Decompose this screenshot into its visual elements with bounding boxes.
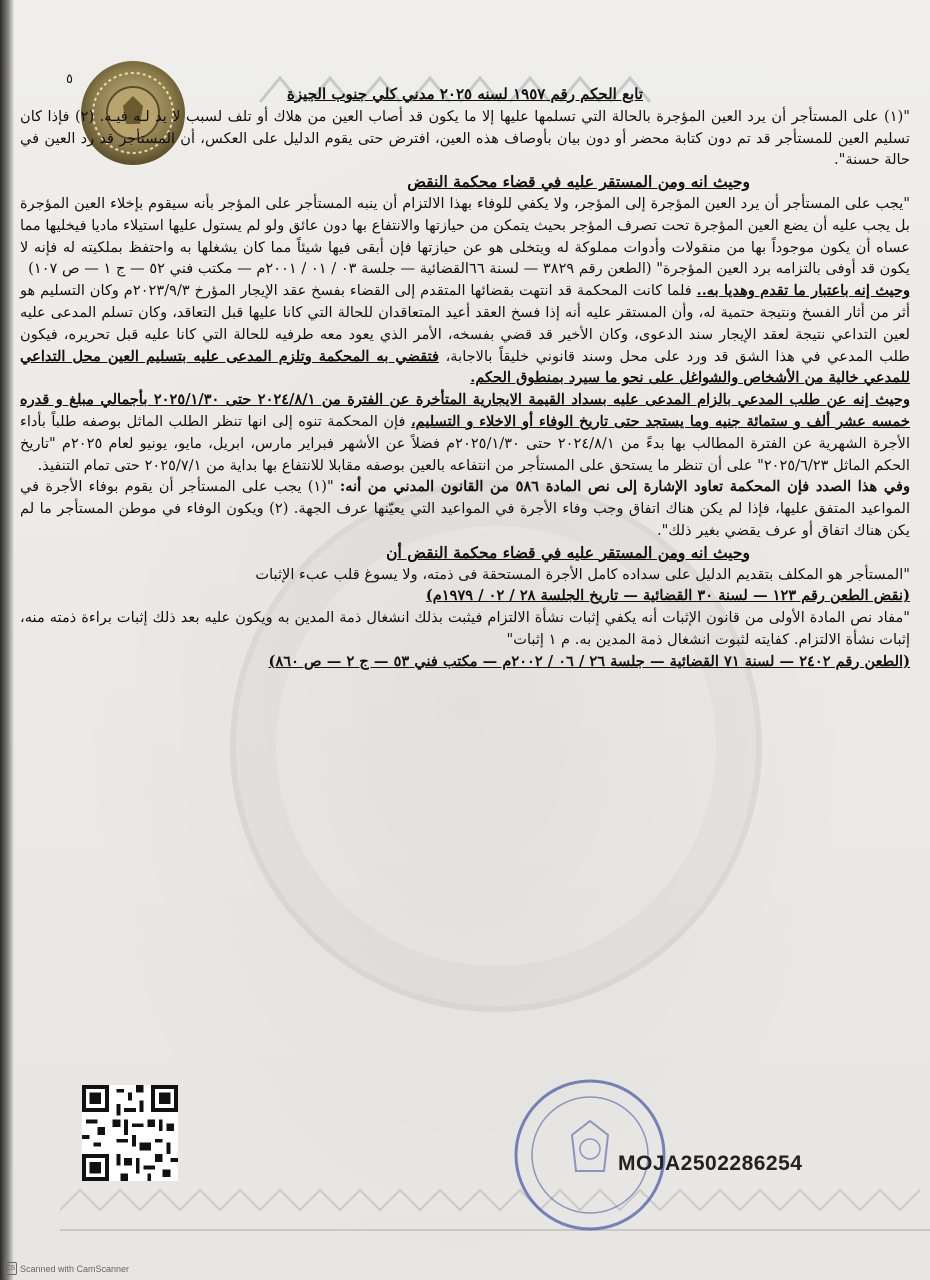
paragraph-lead: وحيث إنه عن طلب المدعي بالزام المدعى عليه بسداد القيمة الايجارية المتأخرة عن الفترة من ٢٠٢٤/٨/١ حتى ٢٠٢٥/١/٣٠ بأجمالي مبلغ و قدره خمسه عشر ألف و ستمائة جنيه وما يستجد حتى تاريخ الوفاء أو الاخلاء و التسليم، [20, 391, 911, 430]
paragraph: "يجب على المستأجر أن يرد العين المؤجرة إلى المؤجر، ولا يكفي للوفاء بهذا الالتزام أن ينبه المستأجر على المؤجر بأنه سيقوم بإخلاء العين المؤجرة بل يجب عليه أن يضع العين المؤجرة تحت تصرف المؤجر بحيث يتمكن من حيازتها والانتفاع بها دون عائق ولو لم يستول عليها استيلاء ماديا فيخليها مما عساه أن يكون موجوداً بها من منقولات وأدوات مملوكة له ويتخلى هو عن حيازتها فإن أبقى فيها شيئاً مما كان يشغلها به واحتفظ بملكيته له فإنه لا يكون قد أوفى بالتزامه برد العين المؤجرة" (الطعن رقم ٣٨٢٩ — لسنة ٦٦القضائية — جلسة ٠٣ / ٠١ / ٢٠٠١م — مكتب فني ٥٢ — ج ١ — ص ١٠٧) [20, 194, 910, 278]
paragraph [20, 389, 910, 476]
paragraph-lead: وحيث إنه باعتبار ما تقدم وهديا به.. [696, 282, 911, 300]
section-heading: وحيث انه ومن المستقر عليه في قضاء محكمة النقض [407, 172, 750, 192]
paragraph-body: فإن المحكمة تنوه إلى انها تنظر الطلب الماثل بوصفه طلباً بأداء الأجرة الشهرية عن الفترة المطالب بها بدءً من ٢٠٢٤/٨/١ حتى ٢٠٢٥/١/٣٠م فضلاً عن الأشهر فبراير مارس، ابريل، مايو، يونيو لعام ٢٠٢٥م "تاريخ الحكم الماثل ٢٠٢٥/٦/٢٣" على أن تنظر ما يستحق على المستأجر من انتفاعه بالعين بوصفه مقابلا للانتفاع بها بداية من ٢٠٢٥/٧/١ حتى تمام التنفيذ. [20, 412, 911, 474]
page-title: تابع الحكم رقم ١٩٥٧ لسنه ٢٠٢٥ مدني كلي جنوب الجيزة [287, 85, 643, 103]
judgment-text [20, 84, 910, 673]
paragraph: "مفاد نص المادة الأولى من قانون الإثبات أنه يكفي إثبات نشأة الالتزام فيثبت بذلك انشغال ذمة المدين به ويكون عليه بعد ذلك إثبات براءة ذمته منه، إثبات نشأة الالتزام. كفايته لثبوت انشغال ذمة المدين به. م ١ إثبات" [20, 609, 910, 648]
paragraph-ruling: فتقضي به المحكمة وتلزم المدعى عليه بتسليم العين محل التداعي للمدعي خالية من الأشخاص والشواغل على نحو ما سيرد بمنطوق الحكم. [20, 347, 910, 387]
page-number: ٥ [66, 72, 73, 87]
qr-code-icon [82, 1085, 178, 1181]
paragraph [20, 476, 910, 541]
scan-edge-shadow [0, 0, 14, 1280]
scanner-label: Scanned with CamScanner [20, 1263, 130, 1274]
camscanner-icon: CS [4, 1262, 17, 1275]
citation: (الطعن رقم ٢٤٠٢ — لسنة ٧١ القضائية — جلسة ٢٦ / ٠٦ / ٢٠٠٢م — مكتب فني ٥٣ — ج ٢ — ص ٨٦٠) [268, 652, 910, 670]
paragraph-lead: وفي هذا الصدد فإن المحكمة تعاود الإشارة إلى نص المادة ٥٨٦ من القانون المدني من أنه: [339, 478, 911, 496]
paragraph-body: "(١) يجب على المستأجر أن يقوم بوفاء الأجرة في المواعيد المتفق عليها، فإذا لم يكن هناك اتفاق وجب وفاء الأجرة في المواعيد التي يعيّنها عرف الجهة. (٢) ويكون الوفاء في موطن المستأجر ما لم يكن هناك اتفاق أو عرف يقضي بغير ذلك". [20, 478, 910, 539]
citation: (نقض الطعن رقم ١٢٣ — لسنة ٣٠ القضائية — تاريخ الجلسة ٢٨ / ٠٢ / ١٩٧٩م) [425, 587, 910, 605]
paragraph: "(١) على المستأجر أن يرد العين المؤجرة بالحالة التي تسلمها عليها إلا ما يكون قد أصاب العين من هلاك أو تلف لسبب لا يد لـه فيـه. (٢) فإذا كان تسليم العين للمستأجر قد تم دون كتابة محضر أو دون بيان بأوصاف هذه العين، افترض حتى يقوم الدليل على العكس، أن المستأجر قد رد العين في حالة حسنة". [20, 107, 910, 169]
section-heading: وحيث انه ومن المستقر عليه في قضاء محكمة النقض أن [386, 542, 750, 562]
document-code: MOJA2502286254 [618, 1152, 803, 1175]
scanner-watermark [4, 1262, 129, 1275]
paragraph [20, 280, 910, 389]
paragraph-body: فلما كانت المحكمة قد انتهت بقضائها المتقدم إلى القضاء بفسخ عقد الإيجار المؤرخ ٢٠٢٣/٩/٣م وكان التسليم هو أثر من أثار الفسخ ونتيجة حتمية له، وأن المستقر عليه أنه إذا فسخ العقد أعيد المتعاقدان للحالة التي كانا عليها قبل التعاقد، وكان تسلم المدعى عليه لعين التداعي نتيجة لعقد الإيجار سند الدعوى، وكان الأخير قد قضي بفسخه، الأمر الذي يعود معه طرفيه للحالة التي كانا عليه قبل تحريره، فيكون طلب المدعي في هذا الشق قد ورد على محل وسند قانوني خليقاً بالاجابة، [20, 282, 910, 365]
paragraph: "المستأجر هو المكلف بتقديم الدليل على سداده كامل الأجرة المستحقة فى ذمته، ولا يسوغ قلب عبء الإثبات [255, 565, 910, 583]
